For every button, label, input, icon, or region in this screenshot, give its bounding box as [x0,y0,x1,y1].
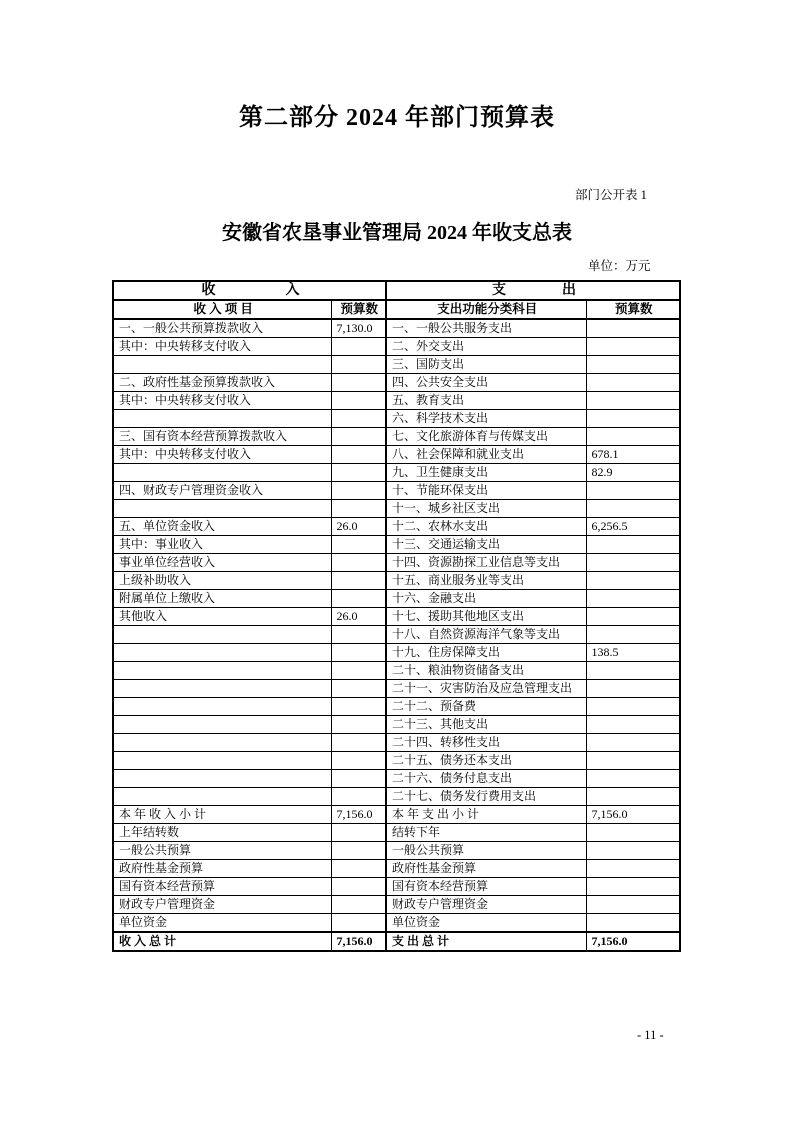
table-row [113,860,680,878]
expense-budget-cell [586,374,680,392]
table-row [113,752,680,770]
expense-item-cell: 国有资本经营预算 [386,878,586,896]
income-item-cell [113,752,331,770]
income-budget-cell [331,392,386,410]
table-row [113,482,680,500]
income-item-cell: 上级补助收入 [113,572,331,590]
expense-budget-cell [586,356,680,374]
expense-item-cell: 十四、资源勘探工业信息等支出 [386,554,586,572]
table-row [113,698,680,716]
table-row [113,572,680,590]
income-item-cell: 一、一般公共预算拨款收入 [113,319,331,338]
table-row [113,878,680,896]
expense-item-cell: 十二、农林水支出 [386,518,586,536]
table-row [113,824,680,842]
income-item-cell [113,410,331,428]
expense-budget-cell [586,338,680,356]
income-budget-cell [331,500,386,518]
expense-item-cell: 政府性基金预算 [386,860,586,878]
section-header-row [113,281,680,300]
table-row [113,788,680,806]
income-item-cell: 政府性基金预算 [113,860,331,878]
income-item-cell: 上年结转数 [113,824,331,842]
income-item-cell: 其中：中央转移支付收入 [113,392,331,410]
expense-item-cell: 十九、住房保障支出 [386,644,586,662]
expense-budget-cell [586,500,680,518]
income-budget-cell [331,374,386,392]
expense-item-cell: 二、外交支出 [386,338,586,356]
expense-budget-cell [586,662,680,680]
table-row [113,518,680,536]
income-section-header: 收 入 [113,281,386,300]
income-item-cell: 其中：中央转移支付收入 [113,446,331,464]
expense-budget-cell [586,572,680,590]
expense-item-cell: 十八、自然资源海洋气象等支出 [386,626,586,644]
income-budget-cell [331,644,386,662]
expense-budget-cell [586,842,680,860]
main-title: 第二部分 2024 年部门预算表 [239,105,555,131]
income-budget-cell [331,590,386,608]
table-row [113,914,680,933]
expense-item-cell: 三、国防支出 [386,356,586,374]
table-row [113,662,680,680]
income-item-cell [113,770,331,788]
income-item-cell: 五、单位资金收入 [113,518,331,536]
expense-item-cell: 二十四、转移性支出 [386,734,586,752]
expense-budget-cell [586,734,680,752]
income-budget-cell [331,680,386,698]
expense-budget-cell [586,319,680,338]
income-budget-cell: 7,130.0 [331,319,386,338]
table-row [113,356,680,374]
table-row [113,446,680,464]
income-budget-cell [331,662,386,680]
income-budget-cell [331,428,386,446]
income-item-cell [113,464,331,482]
expense-item-cell: 四、公共安全支出 [386,374,586,392]
table-row [113,428,680,446]
expense-item-cell: 十一、城乡社区支出 [386,500,586,518]
unit-note: 单位：万元 [588,259,651,273]
income-item-cell [113,356,331,374]
expense-budget-cell [586,626,680,644]
expense-budget-cell [586,860,680,878]
expense-budget-cell [586,752,680,770]
expense-item-cell: 五、教育支出 [386,392,586,410]
column-header-row [113,300,680,319]
income-item-cell: 本 年 收 入 小 计 [113,806,331,824]
table-row [113,338,680,356]
income-item-cell [113,788,331,806]
expense-budget-cell: 7,156.0 [586,806,680,824]
expense-item-cell: 八、社会保障和就业支出 [386,446,586,464]
table-row [113,806,680,824]
expense-item-cell: 七、文化旅游体育与传媒支出 [386,428,586,446]
table-row [113,374,680,392]
table-row [113,734,680,752]
income-budget-cell [331,446,386,464]
income-item-cell: 收 入 总 计 [113,932,331,951]
income-item-cell: 附属单位上缴收入 [113,590,331,608]
income-budget-cell [331,734,386,752]
expense-item-cell: 二十二、预备费 [386,698,586,716]
table-title: 安徽省农垦事业管理局 2024 年收支总表 [222,222,572,244]
expense-budget-cell: 138.5 [586,644,680,662]
expense-budget-column-header: 预算数 [586,300,680,319]
expense-item-cell: 本 年 支 出 小 计 [386,806,586,824]
expense-item-cell: 二十三、其他支出 [386,716,586,734]
expense-item-cell: 支 出 总 计 [386,932,586,951]
income-item-cell: 其他收入 [113,608,331,626]
income-item-cell: 三、国有资本经营预算拨款收入 [113,428,331,446]
income-budget-cell: 26.0 [331,518,386,536]
table-row [113,770,680,788]
table-row [113,590,680,608]
expense-item-cell: 二十六、债务付息支出 [386,770,586,788]
expense-budget-cell: 7,156.0 [586,932,680,951]
income-budget-cell [331,896,386,914]
expense-budget-cell [586,716,680,734]
income-item-cell [113,626,331,644]
income-budget-cell [331,824,386,842]
income-item-cell [113,698,331,716]
income-item-cell [113,662,331,680]
income-budget-cell [331,878,386,896]
expense-budget-cell [586,428,680,446]
expense-item-cell: 十、节能环保支出 [386,482,586,500]
expense-item-cell: 一、一般公共服务支出 [386,319,586,338]
income-budget-cell [331,338,386,356]
income-item-cell [113,644,331,662]
expense-item-cell: 十七、援助其他地区支出 [386,608,586,626]
table-row [113,410,680,428]
income-budget-cell [331,482,386,500]
expense-budget-cell [586,482,680,500]
expense-item-cell: 十五、商业服务业等支出 [386,572,586,590]
income-budget-cell [331,464,386,482]
income-item-cell: 事业单位经营收入 [113,554,331,572]
table-row [113,536,680,554]
income-budget-cell: 26.0 [331,608,386,626]
income-budget-cell [331,698,386,716]
expense-item-cell: 二十一、灾害防治及应急管理支出 [386,680,586,698]
income-item-cell [113,734,331,752]
expense-budget-cell [586,698,680,716]
expense-budget-cell [586,392,680,410]
table-row [113,608,680,626]
table-row [113,932,680,951]
income-budget-cell [331,536,386,554]
expense-budget-cell [586,914,680,933]
income-budget-cell [331,788,386,806]
expense-item-cell: 一般公共预算 [386,842,586,860]
table-row [113,644,680,662]
table-row [113,319,680,338]
income-budget-cell [331,572,386,590]
income-budget-column-header: 预算数 [331,300,386,319]
income-budget-cell [331,626,386,644]
expense-budget-cell [586,608,680,626]
income-item-cell [113,500,331,518]
expense-budget-cell: 678.1 [586,446,680,464]
income-item-cell: 一般公共预算 [113,842,331,860]
table-row [113,896,680,914]
expense-item-cell: 结转下年 [386,824,586,842]
expense-budget-cell [586,590,680,608]
income-budget-cell: 7,156.0 [331,806,386,824]
income-item-cell: 四、财政专户管理资金收入 [113,482,331,500]
expense-budget-cell [586,824,680,842]
income-item-cell [113,716,331,734]
expense-budget-cell [586,878,680,896]
expense-budget-cell [586,410,680,428]
expense-budget-cell [586,896,680,914]
table-row [113,680,680,698]
income-budget-cell [331,410,386,428]
income-item-cell: 二、政府性基金预算拨款收入 [113,374,331,392]
income-budget-cell: 7,156.0 [331,932,386,951]
income-budget-cell [331,860,386,878]
income-budget-cell [331,554,386,572]
income-budget-cell [331,842,386,860]
expense-item-cell: 财政专户管理资金 [386,896,586,914]
income-item-cell [113,680,331,698]
income-item-cell: 其中：事业收入 [113,536,331,554]
income-item-cell: 单位资金 [113,914,331,933]
table-row [113,464,680,482]
table-label: 部门公开表 1 [575,188,647,202]
table-row [113,392,680,410]
budget-table-body [113,319,680,951]
expense-item-cell: 九、卫生健康支出 [386,464,586,482]
expense-budget-cell [586,788,680,806]
income-item-cell: 其中：中央转移支付收入 [113,338,331,356]
budget-summary-table [112,280,681,952]
expense-item-cell: 单位资金 [386,914,586,933]
expense-item-column-header: 支出功能分类科目 [386,300,586,319]
income-item-cell: 国有资本经营预算 [113,878,331,896]
expense-item-cell: 六、科学技术支出 [386,410,586,428]
income-budget-cell [331,914,386,933]
expense-item-cell: 十三、交通运输支出 [386,536,586,554]
income-budget-cell [331,716,386,734]
income-budget-cell [331,752,386,770]
expense-item-cell: 十六、金融支出 [386,590,586,608]
table-row [113,716,680,734]
table-row [113,500,680,518]
income-budget-cell [331,770,386,788]
expense-budget-cell [586,536,680,554]
expense-item-cell: 二十、粮油物资储备支出 [386,662,586,680]
expense-section-header: 支 出 [386,281,680,300]
expense-budget-cell [586,770,680,788]
income-budget-cell [331,356,386,374]
expense-item-cell: 二十七、债务发行费用支出 [386,788,586,806]
table-row [113,626,680,644]
expense-budget-cell: 6,256.5 [586,518,680,536]
expense-budget-cell: 82.9 [586,464,680,482]
income-item-column-header: 收 入 项 目 [113,300,331,319]
expense-budget-cell [586,680,680,698]
expense-budget-cell [586,554,680,572]
table-row [113,554,680,572]
income-item-cell: 财政专户管理资金 [113,896,331,914]
table-row [113,842,680,860]
page-number: - 11 - [637,1028,664,1042]
expense-item-cell: 二十五、债务还本支出 [386,752,586,770]
